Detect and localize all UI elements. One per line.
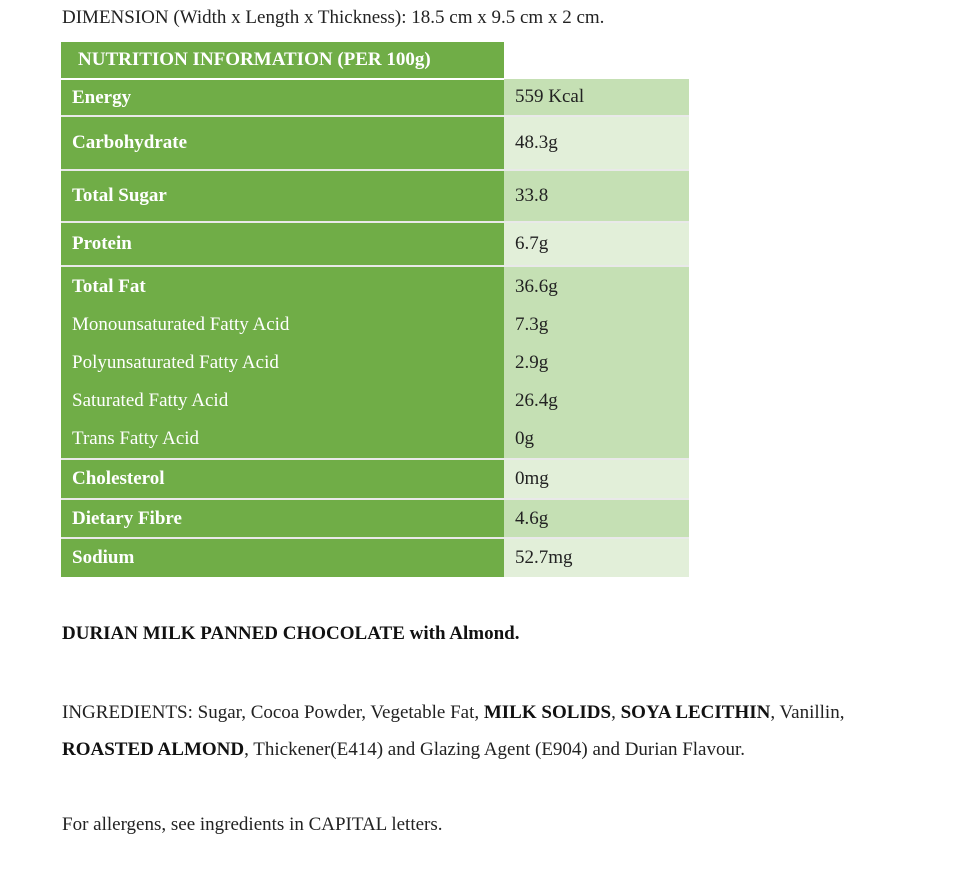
ingredient-milk-solids: MILK SOLIDS	[483, 702, 612, 723]
nutrient-value: 26.4g	[504, 382, 689, 420]
nutrient-value: 559 Kcal	[504, 79, 689, 116]
nutrient-name: Saturated Fatty Acid	[61, 382, 504, 420]
nutrient-name: Energy	[61, 79, 504, 116]
table-row	[61, 79, 689, 116]
allergen-note: For allergens, see ingredients in CAPITAL letters.	[62, 814, 443, 835]
title-blank-cell	[504, 42, 689, 79]
nutrient-value: 2.9g	[504, 344, 689, 382]
nutrient-value: 33.8	[504, 170, 689, 222]
table-row	[61, 459, 689, 499]
nutrient-value: 36.6g	[504, 266, 689, 306]
nutrient-name: Total Sugar	[61, 170, 504, 222]
ingredients-suffix: , Thickener(E414) and Glazing Agent (E904) and Durian Flavour.	[244, 739, 746, 760]
nutrient-name: Total Fat	[61, 266, 504, 306]
table-row	[61, 382, 689, 420]
nutrient-value: 0mg	[504, 459, 689, 499]
nutrient-value: 7.3g	[504, 306, 689, 344]
nutrient-name: Trans Fatty Acid	[61, 420, 504, 459]
table-row	[61, 170, 689, 222]
table-row	[61, 344, 689, 382]
nutrient-value: 52.7mg	[504, 538, 689, 577]
table-row	[61, 538, 689, 577]
table-row	[61, 499, 689, 538]
nutrient-name: Cholesterol	[61, 459, 504, 499]
table-row	[61, 116, 689, 170]
table-row	[61, 420, 689, 459]
table-title: NUTRITION INFORMATION (PER 100g)	[61, 42, 504, 79]
nutrient-name: Protein	[61, 222, 504, 266]
nutrient-value: 6.7g	[504, 222, 689, 266]
nutrient-value: 48.3g	[504, 116, 689, 170]
table-row	[61, 306, 689, 344]
nutrient-value: 4.6g	[504, 499, 689, 538]
nutrient-name: Sodium	[61, 538, 504, 577]
ingredients-paragraph	[62, 694, 922, 768]
nutrient-name: Monounsaturated Fatty Acid	[61, 306, 504, 344]
ingredients-comma: ,	[611, 702, 621, 723]
dimension-text: DIMENSION (Width x Length x Thickness): 18.5 cm x 9.5 cm x 2 cm.	[62, 7, 605, 28]
ingredient-roasted-almond: ROASTED ALMOND	[62, 739, 245, 760]
ingredient-soya-lecithin: SOYA LECITHIN	[620, 702, 771, 723]
nutrient-name: Carbohydrate	[61, 116, 504, 170]
nutrient-name: Dietary Fibre	[61, 499, 504, 538]
product-name: DURIAN MILK PANNED CHOCOLATE with Almond.	[62, 623, 520, 644]
nutrition-table	[61, 42, 689, 577]
table-row	[61, 222, 689, 266]
table-title-row	[61, 42, 689, 79]
table-row	[61, 266, 689, 306]
nutrient-value: 0g	[504, 420, 689, 459]
nutrient-name: Polyunsaturated Fatty Acid	[61, 344, 504, 382]
ingredients-middle: , Vanillin,	[770, 702, 845, 723]
ingredients-prefix: INGREDIENTS: Sugar, Cocoa Powder, Vegetable Fat,	[62, 702, 484, 723]
